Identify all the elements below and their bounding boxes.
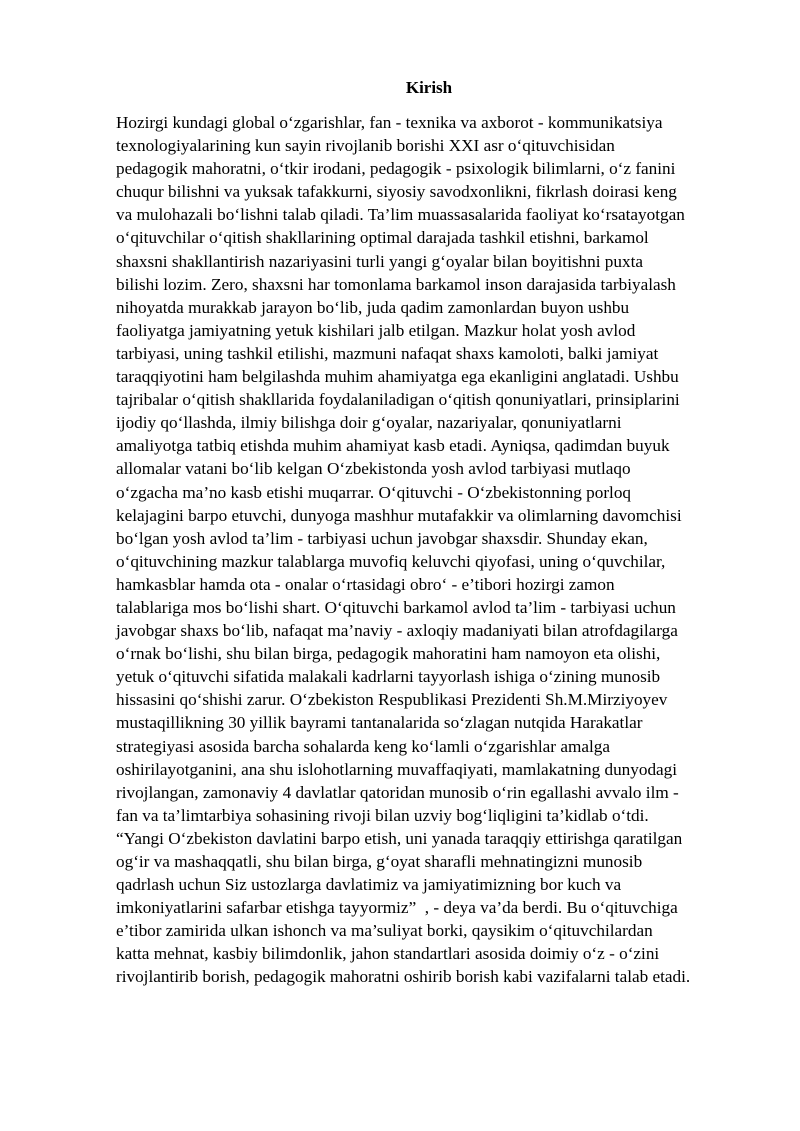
page-title: Kirish <box>405 78 453 97</box>
body-paragraph: Hozirgi kundagi global o‘zgarishlar, fan - texnika va axborot - kommunikatsiya texnologiyalarining kun sayin rivojlanib borishi XXI asr o‘qituvchisidan pedagogik mahoratni, o‘tkir irodani, pedagogik - psixologik bilimlarni, o‘z fanini chuqur bilishni va yuksak tafakkurni, siyosiy savodxonlikni, fikrlash doirasi keng va mulohazali bo‘lishni talab qiladi. Ta’lim muassasalarida faoliyat ko‘rsatayotgan o‘qituvchilar o‘qitish shakllarining optimal darajada tashkil etishni, barkamol shaxsni shakllantirish nazariyasini turli yangi g‘oyalar bilan boyitishni puxta bilishi lozim. Zero, shaxsni har tomonlama barkamol inson darajasida tarbiyalash nihoyatda murakkab jarayon bo‘lib, juda qadim zamonlardan buyon ushbu faoliyatga jamiyatning yetuk kishilari jalb etilgan. Mazkur holat yosh avlod tarbiyasi, uning tashkil etilishi, mazmuni nafaqat shaxs kamoloti, balki jamiyat taraqqiyotini ham belgilashda muhim ahamiyatga ega ekanligini anglatadi. Ushbu tajribalar o‘qitish shakllarida foydalaniladigan o‘qitish qonuniyatlari, prinsiplarini ijodiy qo‘llashda, ilmiy bilishga doir g‘oyalar, nazariyalar, qonuniyatlarni amaliyotga tatbiq etishda muhim ahamiyat kasb etadi. Ayniqsa, qadimdan buyuk allomalar vatani bo‘lib kelgan O‘zbekistonda yosh avlod tarbiyasi mutlaqo o‘zgacha ma’no kasb etishi muqarrar. O‘qituvchi - O‘zbekistonning porloq kelajagini barpo etuvchi, dunyoga mashhur mutafakkir va olimlarning davomchisi bo‘lgan yosh avlod ta’lim - tarbiyasi uchun javobgar shaxsdir. Shunday ekan, o‘qituvchining mazkur talablarga muvofiq keluvchi qiyofasi, uning o‘quvchilar, hamkasblar hamda ota - onalar o‘rtasidagi obro‘ - e’tibori hozirgi zamon talablariga mos bo‘lishi shart. O‘qituvchi barkamol avlod ta’lim - tarbiyasi uchun javobgar shaxs bo‘lib, nafaqat ma’naviy - axloqiy madaniyati bilan atrofdagilarga o‘rnak bo‘lishi, shu bilan birga, pedagogik mahoratini ham namoyon eta olishi, yetuk o‘qituvchi sifatida malakali kadrlarni tayyorlash ishiga o‘zining munosib hissasini qo‘shishi zarur. O‘zbekiston Respublikasi Prezidenti Sh.M.Mirziyoyev mustaqillikning 30 yillik bayrami tantanalarida so‘zlagan nutqida Harakatlar strategiyasi asosida barcha sohalarda keng ko‘lamli o‘zgarishlar amalga oshirilayotganini, ana shu islohotlarning muvaffaqiyati, mamlakatning dunyodagi rivojlangan, zamonaviy 4 davlatlar qatoridan munosib o‘rin egallashi avvalo ilm - fan va ta’limtarbiya sohasining rivoji bilan uzviy bog‘liqligini ta’kidlab o‘tdi. “Yangi O‘zbekiston davlatini barpo etish, uni yanada taraqqiy ettirishga qaratilgan og‘ir va mashaqqatli, shu bilan birga, g‘oyat sharafli mehnatingizni munosib qadrlash uchun Siz ustozlarga davlatimiz va jamiyatimizning bor kuch va imkoniyatlarini safarbar etishga tayyormiz” , - deya va’da berdi. Bu o‘qituvchiga e’tibor zamirida ulkan ishonch va ma’suliyat borki, qaysikim o‘qituvchilardan katta mehnat, kasbiy bilimdonlik, jahon standartlari asosida doimiy o‘z - o‘zini rivojlantirib borish, pedagogik mahoratni oshirib borish kabi vazifalarni talab etadi. <box>116 113 691 987</box>
